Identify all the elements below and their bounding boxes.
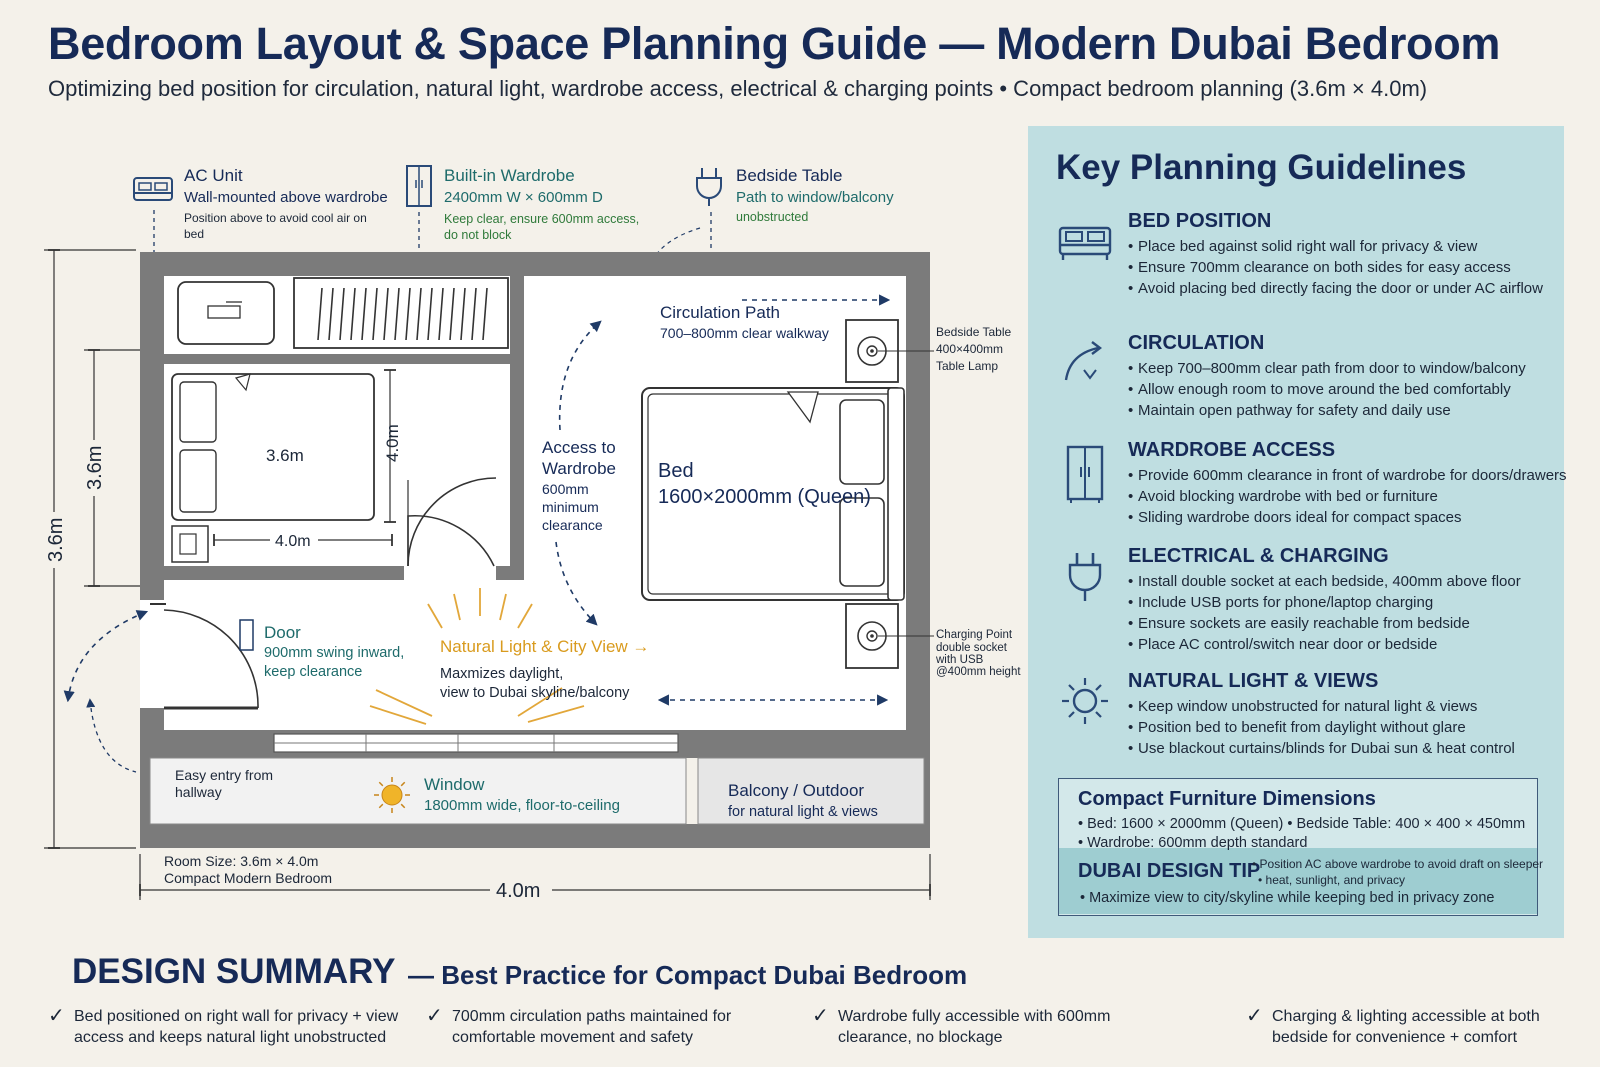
door-sub-2: keep clearance <box>264 664 363 680</box>
access-title-1: Access to <box>542 438 616 457</box>
ac-line1: Wall-mounted above wardrobe <box>184 189 388 206</box>
dim-left-outer: 3.6m <box>45 517 67 562</box>
bedside-note-1: Bedside Table <box>936 325 1012 339</box>
tip-line-1: • Position AC above wardrobe to avoid draft on sleeper <box>1252 857 1544 871</box>
access-title-2: Wardrobe <box>542 459 617 478</box>
tip-line-3: • Maximize view to city/skyline while keeping bed in privacy zone <box>1080 890 1495 906</box>
access-sub-3: clearance <box>542 517 603 533</box>
bedside-line1: Path to window/balcony <box>736 189 894 206</box>
light-sub-2: view to Dubai skyline/balcony <box>440 685 630 701</box>
bedside-note-3: Table Lamp <box>936 359 999 373</box>
sun-icon <box>1056 674 1114 728</box>
door-icon <box>240 620 253 650</box>
charging-note-1: Charging Point <box>936 629 1013 641</box>
guideline-item: • Place AC control/switch near door or bedside <box>1128 634 1568 655</box>
charging-note-4: @400mm height <box>936 666 1021 678</box>
dim-bottom: 4.0m <box>496 880 541 902</box>
guideline-item: • Keep 700–800mm clear path from door to window/balcony <box>1128 358 1568 379</box>
wardrobe-line2: Keep clear, ensure 600mm access, <box>444 212 640 226</box>
guideline-item: • Ensure 700mm clearance on both sides for easy access <box>1128 257 1568 278</box>
ac-line2: Position above to avoid cool air on <box>184 211 367 225</box>
guideline-item: • Include USB ports for phone/laptop charging <box>1128 592 1568 613</box>
light-sub-1: Maxmizes daylight, <box>440 666 564 682</box>
tip-line-2: • heat, sunlight, and privacy <box>1258 873 1405 887</box>
guideline-item: • Position bed to benefit from daylight without glare <box>1128 717 1568 738</box>
tip-title: DUBAI DESIGN TIP <box>1078 860 1261 882</box>
inset-height-label: 4.0m <box>383 424 402 462</box>
bedside-line2: unobstructed <box>736 210 809 224</box>
guideline-item: • Use blackout curtains/blinds for Dubai sun & heat control <box>1128 738 1568 759</box>
window-title: Window <box>424 775 485 794</box>
circulation-title: Circulation Path <box>660 303 781 322</box>
summary-title: DESIGN SUMMARY <box>72 952 396 991</box>
wardrobe <box>294 278 508 348</box>
door-title: Door <box>264 623 301 642</box>
page-title: Bedroom Layout & Space Planning Guide — Modern Dubai Bedroom <box>48 18 1501 69</box>
wardrobe-line1: 2400mm W × 600mm D <box>444 189 603 206</box>
balcony-title: Balcony / Outdoor <box>728 781 865 800</box>
guideline-item: • Sliding wardrobe doors ideal for compact spaces <box>1128 507 1568 528</box>
dim-left-inner: 3.6m <box>84 445 106 490</box>
guideline-head: WARDROBE ACCESS <box>1128 439 1336 461</box>
wardrobe-line3: do not block <box>444 228 512 242</box>
circulation-arrow-icon <box>1056 336 1114 386</box>
room-size-1: Room Size: 3.6m × 4.0m <box>164 853 319 869</box>
door-sub-1: 900mm swing inward, <box>264 645 405 661</box>
summary-item-text: Wardrobe fully accessible with 600mm clearance, no blockage <box>838 1008 1111 1046</box>
wardrobe-icon <box>407 166 431 206</box>
guideline-item: • Maintain open pathway for safety and daily use <box>1128 400 1568 421</box>
bedside-note-2: 400×400mm <box>936 342 1004 356</box>
plug-icon <box>1056 549 1114 603</box>
bed-size: 1600×2000mm (Queen) <box>658 486 871 508</box>
charging-note-3: with USB <box>936 654 984 666</box>
window <box>274 734 678 752</box>
access-sub-2: minimum <box>542 499 599 515</box>
guideline-item: • Keep window unobstructed for natural light & views <box>1128 696 1568 717</box>
summary-item-text: 700mm circulation paths maintained for comfortable movement and safety <box>452 1008 732 1046</box>
guidelines-title: Key Planning Guidelines <box>1056 148 1467 187</box>
guideline-item: • Ensure sockets are easily reachable from bedside <box>1128 613 1568 634</box>
check-icon: ✓ <box>812 1005 829 1027</box>
summary-subtitle: — Best Practice for Compact Dubai Bedroom <box>408 960 968 990</box>
guideline-head: ELECTRICAL & CHARGING <box>1128 545 1389 567</box>
guideline-item: • Provide 600mm clearance in front of wardrobe for doors/drawers <box>1128 465 1568 486</box>
dims-line-2: • Wardrobe: 600mm depth standard <box>1078 835 1308 851</box>
wardrobe-icon <box>1056 443 1114 505</box>
ac-title: AC Unit <box>184 166 243 185</box>
circulation-sub: 700–800mm clear walkway <box>660 325 829 341</box>
guideline-head: NATURAL LIGHT & VIEWS <box>1128 670 1379 692</box>
plug-icon <box>697 168 721 206</box>
guideline-item: • Avoid blocking wardrobe with bed or furniture <box>1128 486 1568 507</box>
summary-item-text: Bed positioned on right wall for privacy + view access and keeps natural light unobstructed <box>74 1008 399 1046</box>
page-subtitle: Optimizing bed position for circulation, natural light, wardrobe access, electrical & charging points • Compact bedroom planning (3.6m × 4.0m) <box>48 76 1428 101</box>
access-sub-1: 600mm <box>542 481 589 497</box>
bedside-title: Bedside Table <box>736 166 843 185</box>
bed-title: Bed <box>658 460 694 482</box>
bed-icon <box>134 178 172 200</box>
guideline-head: BED POSITION <box>1128 210 1272 232</box>
wardrobe-title: Built-in Wardrobe <box>444 166 575 185</box>
guideline-item: • Avoid placing bed directly facing the door or under AC airflow <box>1128 278 1568 299</box>
ac-line3: bed <box>184 227 205 241</box>
check-icon: ✓ <box>1246 1005 1263 1027</box>
charging-note-2: double socket <box>936 642 1007 654</box>
light-title: Natural Light & City View → <box>440 637 650 656</box>
entry-1: Easy entry from <box>175 767 274 783</box>
check-icon: ✓ <box>426 1005 443 1027</box>
guideline-item: • Place bed against solid right wall for privacy & view <box>1128 236 1568 257</box>
room-size-2: Compact Modern Bedroom <box>164 870 333 886</box>
bed-icon <box>1056 214 1114 264</box>
summary-item-text: Charging & lighting accessible at both bedside for convenience + comfort <box>1272 1008 1540 1046</box>
check-icon: ✓ <box>48 1005 65 1027</box>
guideline-head: CIRCULATION <box>1128 332 1265 354</box>
dims-title: Compact Furniture Dimensions <box>1078 788 1376 810</box>
dims-line-1: • Bed: 1600 × 2000mm (Queen) • Bedside Table: 400 × 400 × 450mm <box>1078 816 1526 832</box>
balcony-sub: for natural light & views <box>728 804 878 820</box>
guideline-item: • Install double socket at each bedside, 400mm above floor <box>1128 571 1568 592</box>
window-sub: 1800mm wide, floor-to-ceiling <box>424 797 620 814</box>
small-cabinet-icon <box>172 526 208 562</box>
inset-bottom-label: 4.0m <box>275 533 311 550</box>
ac-unit <box>178 282 274 344</box>
entry-2: hallway <box>175 784 222 800</box>
inset-width-label: 3.6m <box>266 446 304 465</box>
guideline-item: • Allow enough room to move around the bed comfortably <box>1128 379 1568 400</box>
